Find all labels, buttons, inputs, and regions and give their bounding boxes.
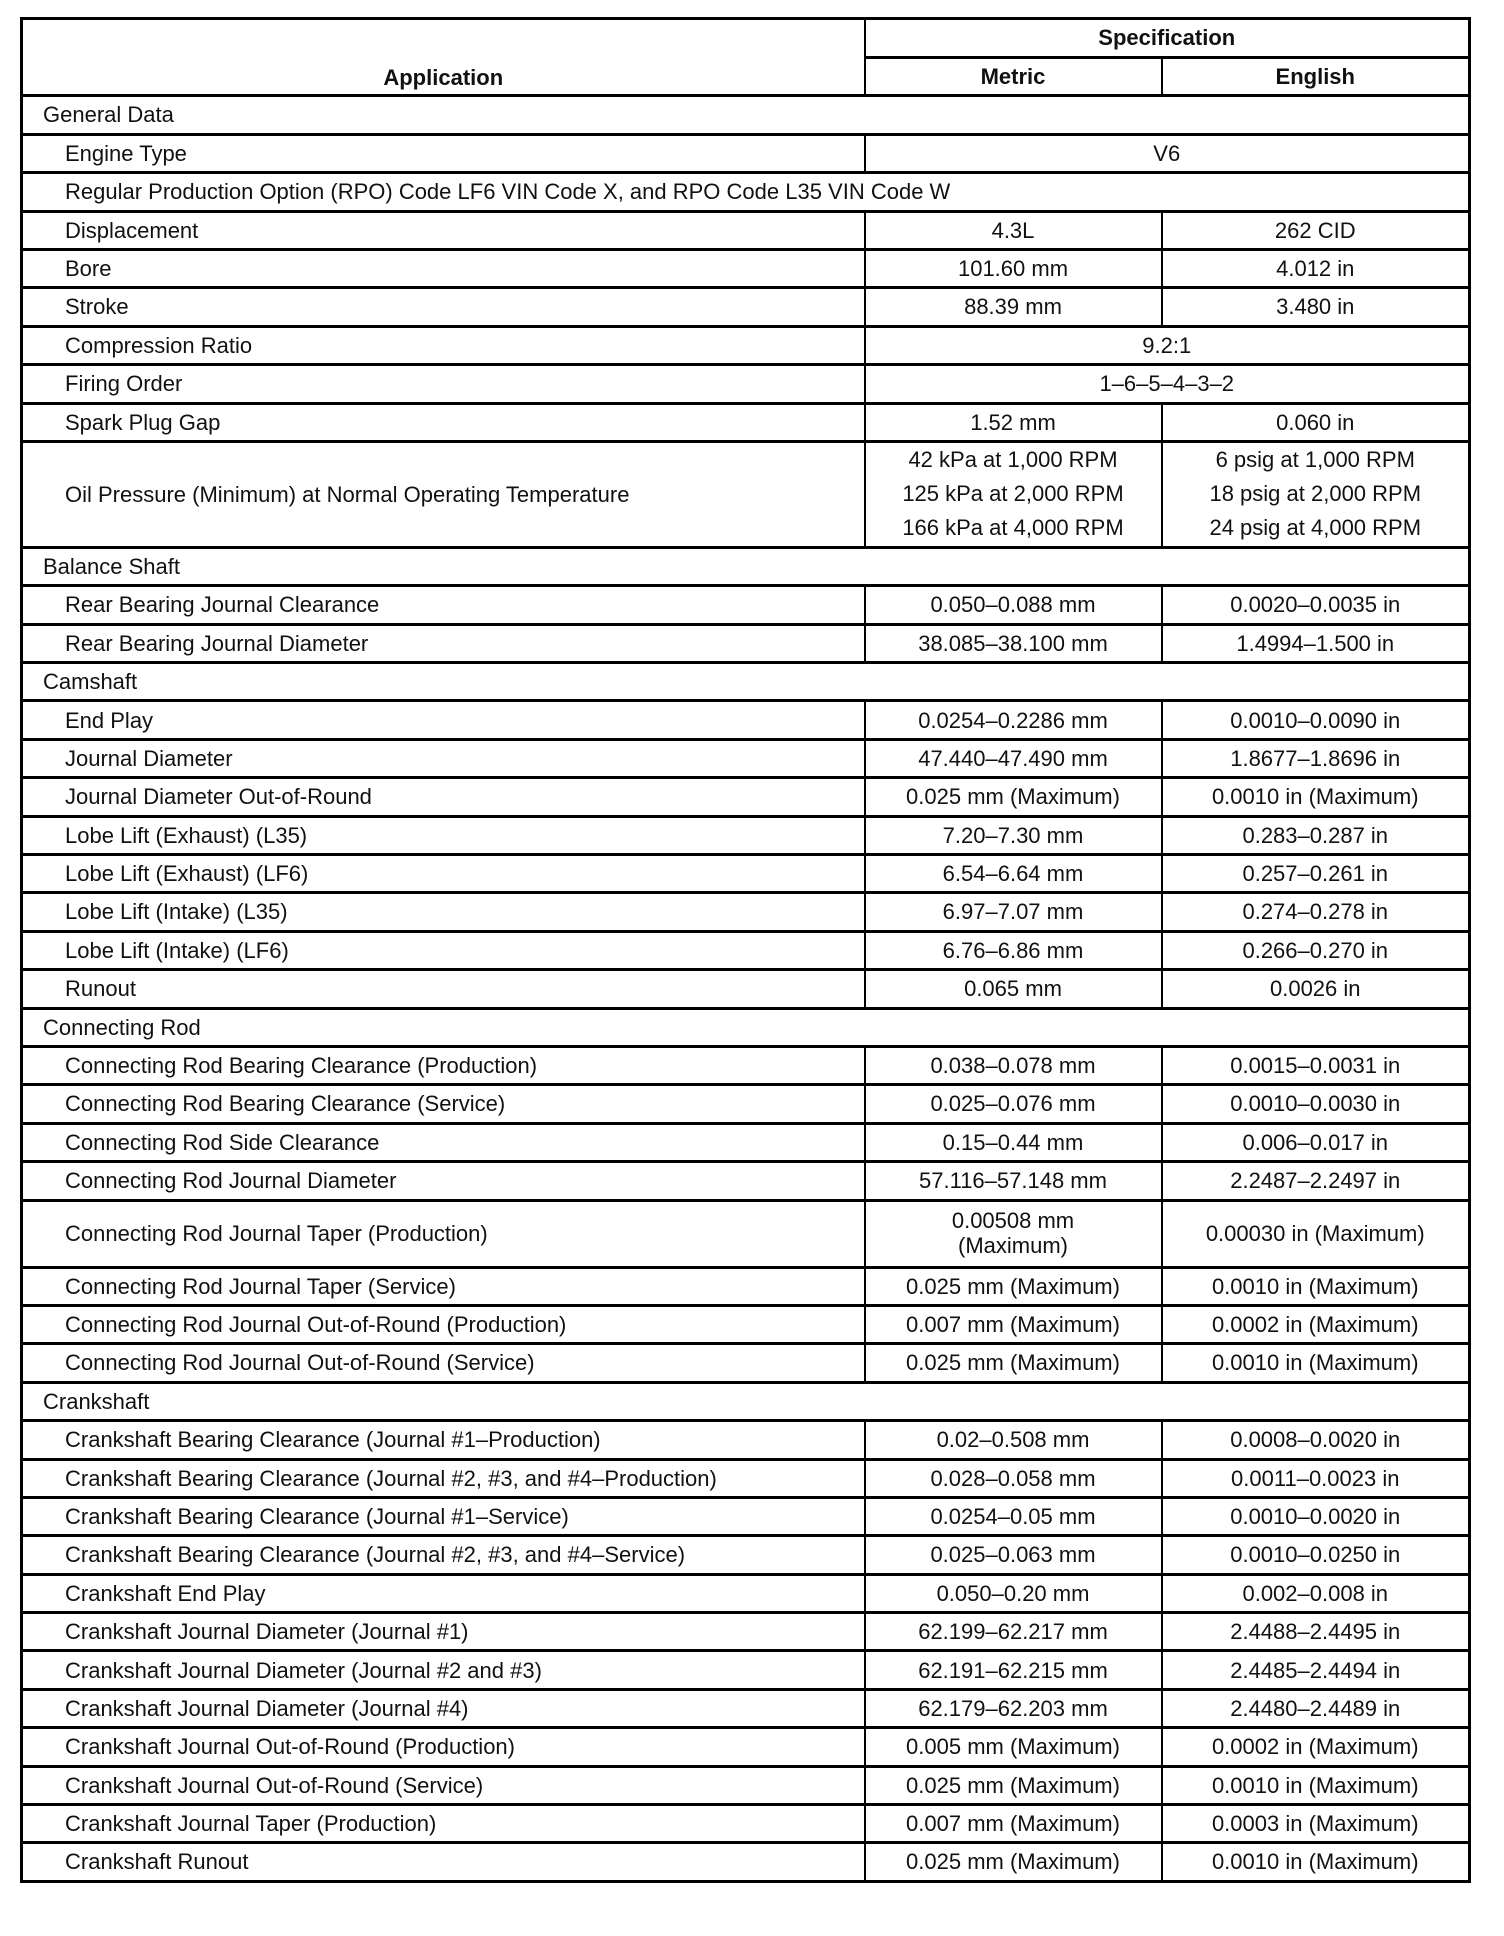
metric-value: 6.76–6.86 mm bbox=[865, 931, 1162, 969]
english-value: 0.060 in bbox=[1162, 403, 1470, 441]
table-row bbox=[22, 1305, 1470, 1343]
table-row bbox=[22, 1046, 1470, 1084]
value-line: 6 psig at 1,000 RPM bbox=[1215, 447, 1415, 473]
row-label: End Play bbox=[22, 701, 865, 739]
section-row bbox=[22, 663, 1470, 701]
table-row bbox=[22, 1459, 1470, 1497]
metric-value: 0.0254–0.05 mm bbox=[865, 1497, 1162, 1535]
header-english: English bbox=[1162, 58, 1470, 96]
metric-value: 0.050–0.20 mm bbox=[865, 1574, 1162, 1612]
section-title: Connecting Rod bbox=[22, 1008, 1470, 1046]
section-title: Crankshaft bbox=[22, 1382, 1470, 1420]
english-value: 0.283–0.287 in bbox=[1162, 816, 1470, 854]
table-row bbox=[22, 1613, 1470, 1651]
table-row bbox=[22, 1843, 1470, 1881]
english-value: 0.006–0.017 in bbox=[1162, 1123, 1470, 1161]
metric-value: 0.025 mm (Maximum) bbox=[865, 1766, 1162, 1804]
metric-value: 6.54–6.64 mm bbox=[865, 855, 1162, 893]
english-value: 2.4480–2.4489 in bbox=[1162, 1689, 1470, 1727]
row-label: Bore bbox=[22, 249, 865, 287]
row-label: Connecting Rod Journal Taper (Production) bbox=[22, 1200, 865, 1267]
english-value: 0.0010 in (Maximum) bbox=[1162, 778, 1470, 816]
english-value: 0.0003 in (Maximum) bbox=[1162, 1805, 1470, 1843]
value-line: 166 kPa at 4,000 RPM bbox=[902, 515, 1124, 541]
table-row bbox=[22, 778, 1470, 816]
table-row bbox=[22, 211, 1470, 249]
metric-value: 0.15–0.44 mm bbox=[865, 1123, 1162, 1161]
row-label: Crankshaft Bearing Clearance (Journal #2, #3, and #4–Service) bbox=[22, 1536, 865, 1574]
row-label: Crankshaft Journal Diameter (Journal #2 and #3) bbox=[22, 1651, 865, 1689]
english-value: 0.0010 in (Maximum) bbox=[1162, 1766, 1470, 1804]
value-line: 42 kPa at 1,000 RPM bbox=[908, 447, 1118, 473]
table-row bbox=[22, 1728, 1470, 1766]
metric-value: 0.050–0.088 mm bbox=[865, 586, 1162, 624]
row-label: Crankshaft Journal Diameter (Journal #4) bbox=[22, 1689, 865, 1727]
header-metric: Metric bbox=[865, 58, 1162, 96]
header-application: Application bbox=[22, 19, 865, 96]
row-label: Engine Type bbox=[22, 134, 865, 172]
english-value: 0.0002 in (Maximum) bbox=[1162, 1305, 1470, 1343]
row-label: Connecting Rod Journal Out-of-Round (Production) bbox=[22, 1305, 865, 1343]
table-row bbox=[22, 1805, 1470, 1843]
row-label: Rear Bearing Journal Diameter bbox=[22, 624, 865, 662]
english-value: 3.480 in bbox=[1162, 288, 1470, 326]
metric-value: 0.0254–0.2286 mm bbox=[865, 701, 1162, 739]
table-row bbox=[22, 1536, 1470, 1574]
metric-value bbox=[865, 441, 1162, 547]
row-label: Crankshaft Bearing Clearance (Journal #1–Production) bbox=[22, 1421, 865, 1459]
row-label: Lobe Lift (Exhaust) (LF6) bbox=[22, 855, 865, 893]
table-row bbox=[22, 816, 1470, 854]
metric-value: 0.007 mm (Maximum) bbox=[865, 1305, 1162, 1343]
metric-value: 4.3L bbox=[865, 211, 1162, 249]
english-value: 0.0011–0.0023 in bbox=[1162, 1459, 1470, 1497]
english-value: 2.2487–2.2497 in bbox=[1162, 1162, 1470, 1200]
row-label: Compression Ratio bbox=[22, 326, 865, 364]
row-label: Lobe Lift (Exhaust) (L35) bbox=[22, 816, 865, 854]
spec-value: 1–6–5–4–3–2 bbox=[865, 365, 1470, 403]
row-label: Crankshaft Runout bbox=[22, 1843, 865, 1881]
english-value: 0.0010 in (Maximum) bbox=[1162, 1843, 1470, 1881]
metric-value: 0.025 mm (Maximum) bbox=[865, 1344, 1162, 1382]
metric-value bbox=[865, 1200, 1162, 1267]
row-label: Stroke bbox=[22, 288, 865, 326]
metric-value: 101.60 mm bbox=[865, 249, 1162, 287]
metric-value: 0.065 mm bbox=[865, 970, 1162, 1008]
value-line: 0.00508 mm bbox=[951, 1208, 1075, 1234]
table-body bbox=[22, 96, 1470, 1881]
metric-value: 88.39 mm bbox=[865, 288, 1162, 326]
row-label: Connecting Rod Journal Out-of-Round (Service) bbox=[22, 1344, 865, 1382]
english-value: 0.0010–0.0090 in bbox=[1162, 701, 1470, 739]
engine-specifications-table bbox=[20, 17, 1471, 1883]
english-value: 0.0010 in (Maximum) bbox=[1162, 1267, 1470, 1305]
table-row bbox=[22, 1085, 1470, 1123]
english-value: 0.0010–0.0020 in bbox=[1162, 1497, 1470, 1535]
table-row bbox=[22, 1421, 1470, 1459]
table-row bbox=[22, 173, 1470, 211]
value-line: 18 psig at 2,000 RPM bbox=[1209, 481, 1422, 507]
value-line: 24 psig at 4,000 RPM bbox=[1209, 515, 1422, 541]
metric-value: 0.005 mm (Maximum) bbox=[865, 1728, 1162, 1766]
table-row bbox=[22, 441, 1470, 547]
metric-value: 0.025–0.076 mm bbox=[865, 1085, 1162, 1123]
english-value: 262 CID bbox=[1162, 211, 1470, 249]
section-row bbox=[22, 547, 1470, 585]
english-value: 0.274–0.278 in bbox=[1162, 893, 1470, 931]
table-row bbox=[22, 1200, 1470, 1267]
english-value: 0.0020–0.0035 in bbox=[1162, 586, 1470, 624]
english-value: 1.4994–1.500 in bbox=[1162, 624, 1470, 662]
table-row bbox=[22, 931, 1470, 969]
spec-value: 9.2:1 bbox=[865, 326, 1470, 364]
metric-value: 6.97–7.07 mm bbox=[865, 893, 1162, 931]
english-value: 0.257–0.261 in bbox=[1162, 855, 1470, 893]
row-label: Crankshaft Journal Diameter (Journal #1) bbox=[22, 1613, 865, 1651]
table-row bbox=[22, 1651, 1470, 1689]
metric-value: 1.52 mm bbox=[865, 403, 1162, 441]
metric-value: 0.028–0.058 mm bbox=[865, 1459, 1162, 1497]
metric-value: 0.025 mm (Maximum) bbox=[865, 778, 1162, 816]
section-row bbox=[22, 1008, 1470, 1046]
metric-value: 0.02–0.508 mm bbox=[865, 1421, 1162, 1459]
english-value: 0.0010–0.0030 in bbox=[1162, 1085, 1470, 1123]
header-specification: Specification bbox=[865, 19, 1470, 58]
metric-value: 62.179–62.203 mm bbox=[865, 1689, 1162, 1727]
row-label: Journal Diameter bbox=[22, 739, 865, 777]
english-value: 0.0026 in bbox=[1162, 970, 1470, 1008]
row-label: Crankshaft Journal Out-of-Round (Production) bbox=[22, 1728, 865, 1766]
row-label: Crankshaft Journal Taper (Production) bbox=[22, 1805, 865, 1843]
table-row bbox=[22, 1497, 1470, 1535]
section-title: Balance Shaft bbox=[22, 547, 1470, 585]
section-row bbox=[22, 96, 1470, 134]
row-label: Spark Plug Gap bbox=[22, 403, 865, 441]
english-value: 0.0002 in (Maximum) bbox=[1162, 1728, 1470, 1766]
table-row bbox=[22, 249, 1470, 287]
section-row bbox=[22, 1382, 1470, 1420]
table-row bbox=[22, 1123, 1470, 1161]
table-row bbox=[22, 893, 1470, 931]
value-line: (Maximum) bbox=[958, 1232, 1068, 1258]
table-row bbox=[22, 403, 1470, 441]
row-label: Firing Order bbox=[22, 365, 865, 403]
section-title: Camshaft bbox=[22, 663, 1470, 701]
value-line: 125 kPa at 2,000 RPM bbox=[902, 481, 1124, 507]
row-label: Crankshaft Bearing Clearance (Journal #2, #3, and #4–Production) bbox=[22, 1459, 865, 1497]
row-label: Displacement bbox=[22, 211, 865, 249]
english-value: 0.0008–0.0020 in bbox=[1162, 1421, 1470, 1459]
metric-value: 62.191–62.215 mm bbox=[865, 1651, 1162, 1689]
row-label: Runout bbox=[22, 970, 865, 1008]
english-value bbox=[1162, 441, 1470, 547]
row-label: Connecting Rod Journal Taper (Service) bbox=[22, 1267, 865, 1305]
english-value: 0.00030 in (Maximum) bbox=[1162, 1200, 1470, 1267]
metric-value: 0.025 mm (Maximum) bbox=[865, 1267, 1162, 1305]
table-row bbox=[22, 586, 1470, 624]
row-label: Crankshaft Bearing Clearance (Journal #1–Service) bbox=[22, 1497, 865, 1535]
metric-value: 0.038–0.078 mm bbox=[865, 1046, 1162, 1084]
row-label: Lobe Lift (Intake) (LF6) bbox=[22, 931, 865, 969]
row-label: Crankshaft Journal Out-of-Round (Service) bbox=[22, 1766, 865, 1804]
table-row bbox=[22, 326, 1470, 364]
row-label: Oil Pressure (Minimum) at Normal Operating Temperature bbox=[22, 441, 865, 547]
metric-value: 62.199–62.217 mm bbox=[865, 1613, 1162, 1651]
metric-value: 7.20–7.30 mm bbox=[865, 816, 1162, 854]
metric-value: 0.025–0.063 mm bbox=[865, 1536, 1162, 1574]
english-value: 0.0010–0.0250 in bbox=[1162, 1536, 1470, 1574]
table-row bbox=[22, 1344, 1470, 1382]
table-row bbox=[22, 1574, 1470, 1612]
table-row bbox=[22, 855, 1470, 893]
row-label: Lobe Lift (Intake) (L35) bbox=[22, 893, 865, 931]
english-value: 2.4488–2.4495 in bbox=[1162, 1613, 1470, 1651]
table-row bbox=[22, 1162, 1470, 1200]
english-value: 4.012 in bbox=[1162, 249, 1470, 287]
metric-value: 0.025 mm (Maximum) bbox=[865, 1843, 1162, 1881]
spec-value: V6 bbox=[865, 134, 1470, 172]
table-row bbox=[22, 1766, 1470, 1804]
table-row bbox=[22, 970, 1470, 1008]
row-label: Rear Bearing Journal Clearance bbox=[22, 586, 865, 624]
row-label: Journal Diameter Out-of-Round bbox=[22, 778, 865, 816]
metric-value: 57.116–57.148 mm bbox=[865, 1162, 1162, 1200]
metric-value: 47.440–47.490 mm bbox=[865, 739, 1162, 777]
table-row bbox=[22, 134, 1470, 172]
table-row bbox=[22, 701, 1470, 739]
english-value: 0.002–0.008 in bbox=[1162, 1574, 1470, 1612]
row-label: Connecting Rod Bearing Clearance (Production) bbox=[22, 1046, 865, 1084]
row-label: Crankshaft End Play bbox=[22, 1574, 865, 1612]
row-label: Regular Production Option (RPO) Code LF6 VIN Code X, and RPO Code L35 VIN Code W bbox=[22, 173, 1470, 211]
table-row bbox=[22, 288, 1470, 326]
english-value: 0.0010 in (Maximum) bbox=[1162, 1344, 1470, 1382]
table-row bbox=[22, 365, 1470, 403]
english-value: 0.266–0.270 in bbox=[1162, 931, 1470, 969]
table-row bbox=[22, 1267, 1470, 1305]
section-title: General Data bbox=[22, 96, 1470, 134]
english-value: 2.4485–2.4494 in bbox=[1162, 1651, 1470, 1689]
table-row bbox=[22, 624, 1470, 662]
row-label: Connecting Rod Journal Diameter bbox=[22, 1162, 865, 1200]
table-row bbox=[22, 1689, 1470, 1727]
row-label: Connecting Rod Side Clearance bbox=[22, 1123, 865, 1161]
metric-value: 0.007 mm (Maximum) bbox=[865, 1805, 1162, 1843]
english-value: 1.8677–1.8696 in bbox=[1162, 739, 1470, 777]
english-value: 0.0015–0.0031 in bbox=[1162, 1046, 1470, 1084]
metric-value: 38.085–38.100 mm bbox=[865, 624, 1162, 662]
row-label: Connecting Rod Bearing Clearance (Service) bbox=[22, 1085, 865, 1123]
table-row bbox=[22, 739, 1470, 777]
